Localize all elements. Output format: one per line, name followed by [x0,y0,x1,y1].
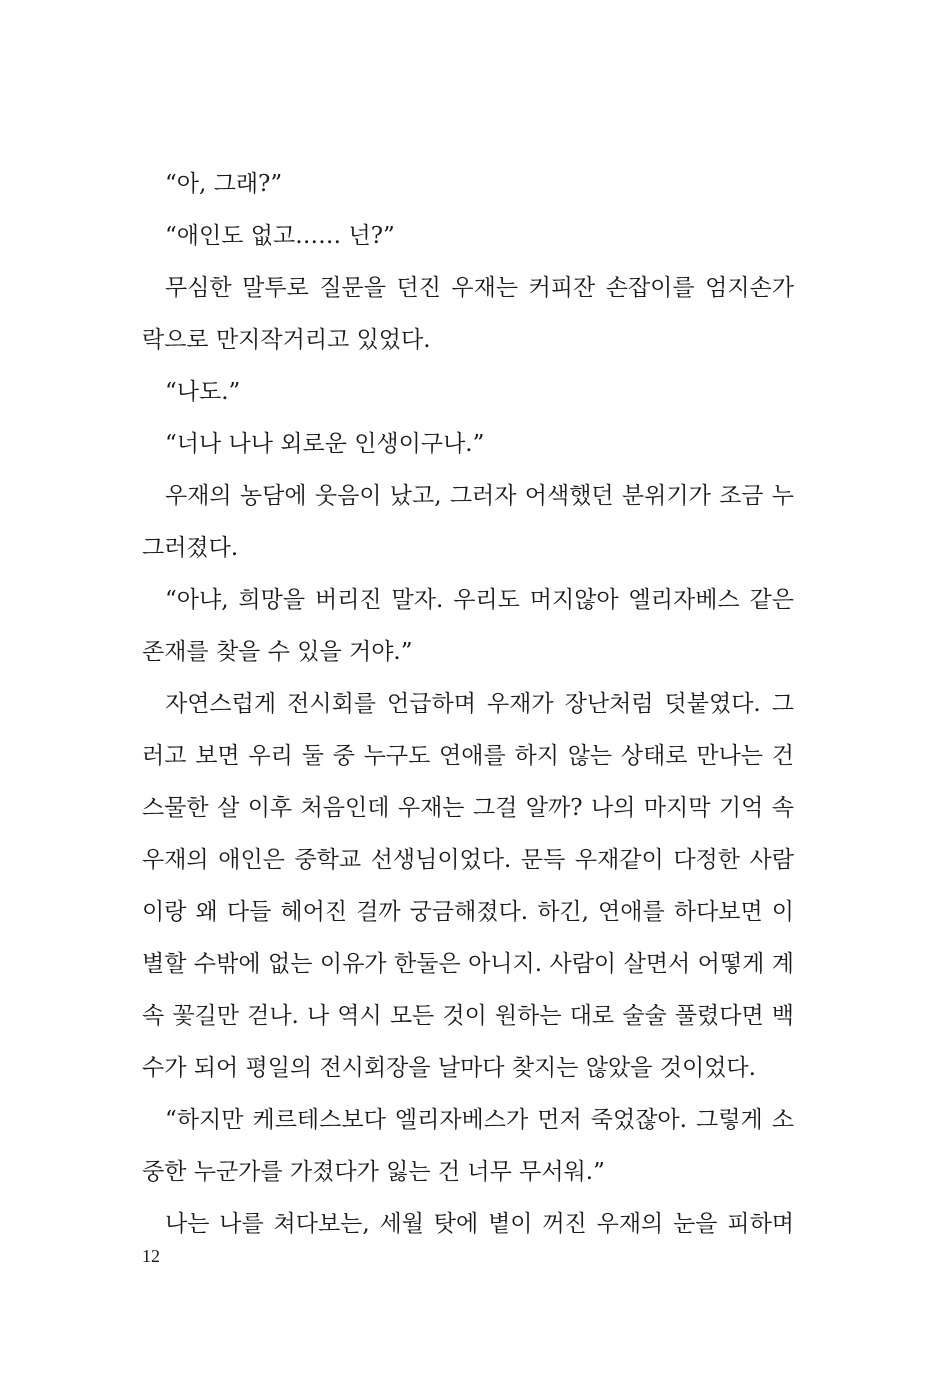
text-line: 별할 수밖에 없는 이유가 한둘은 아니지. 사람이 살면서 어떻게 계 [142,951,794,977]
text-line: “하지만 케르테스보다 엘리자베스가 먼저 죽었잖아. 그렇게 소 [165,1107,794,1133]
text-line: 이랑 왜 다들 헤어진 걸까 궁금해졌다. 하긴, 연애를 하다보면 이 [142,899,794,925]
text-line: 무심한 말투로 질문을 던진 우재는 커피잔 손잡이를 엄지손가 [165,275,794,301]
text-line: “아냐, 희망을 버리진 말자. 우리도 머지않아 엘리자베스 같은 [165,587,794,613]
text-line: 존재를 찾을 수 있을 거야.” [142,639,413,665]
text-line: 속 꽃길만 걷나. 나 역시 모든 것이 원하는 대로 술술 풀렸다면 백 [142,1003,794,1029]
text-line: 중한 누군가를 가졌다가 잃는 건 너무 무서워.” [142,1159,605,1185]
text-line: “나도.” [165,379,241,405]
text-line: “애인도 없고…… 넌?” [165,223,395,249]
text-line: 스물한 살 이후 처음인데 우재는 그걸 알까? 나의 마지막 기억 속 [142,795,794,821]
text-line: 자연스럽게 전시회를 언급하며 우재가 장난처럼 덧붙였다. 그 [165,691,794,717]
text-line: 락으로 만지작거리고 있었다. [142,327,431,353]
text-line: 우재의 농담에 웃음이 났고, 그러자 어색했던 분위기가 조금 누 [165,483,794,509]
text-line: 나는 나를 쳐다보는, 세월 탓에 볕이 꺼진 우재의 눈을 피하며 [165,1211,794,1237]
text-line: “아, 그래?” [165,171,283,197]
text-line: 우재의 애인은 중학교 선생님이었다. 문득 우재같이 다정한 사람 [142,847,794,873]
page-body-text [142,158,794,1250]
text-line: 수가 되어 평일의 전시회장을 날마다 찾지는 않았을 것이었다. [142,1055,756,1081]
text-line: 그러졌다. [142,535,239,561]
page-number: 12 [142,1246,160,1266]
text-line: “너나 나나 외로운 인생이구나.” [165,431,485,457]
text-line: 러고 보면 우리 둘 중 누구도 연애를 하지 않는 상태로 만나는 건 [142,743,794,769]
